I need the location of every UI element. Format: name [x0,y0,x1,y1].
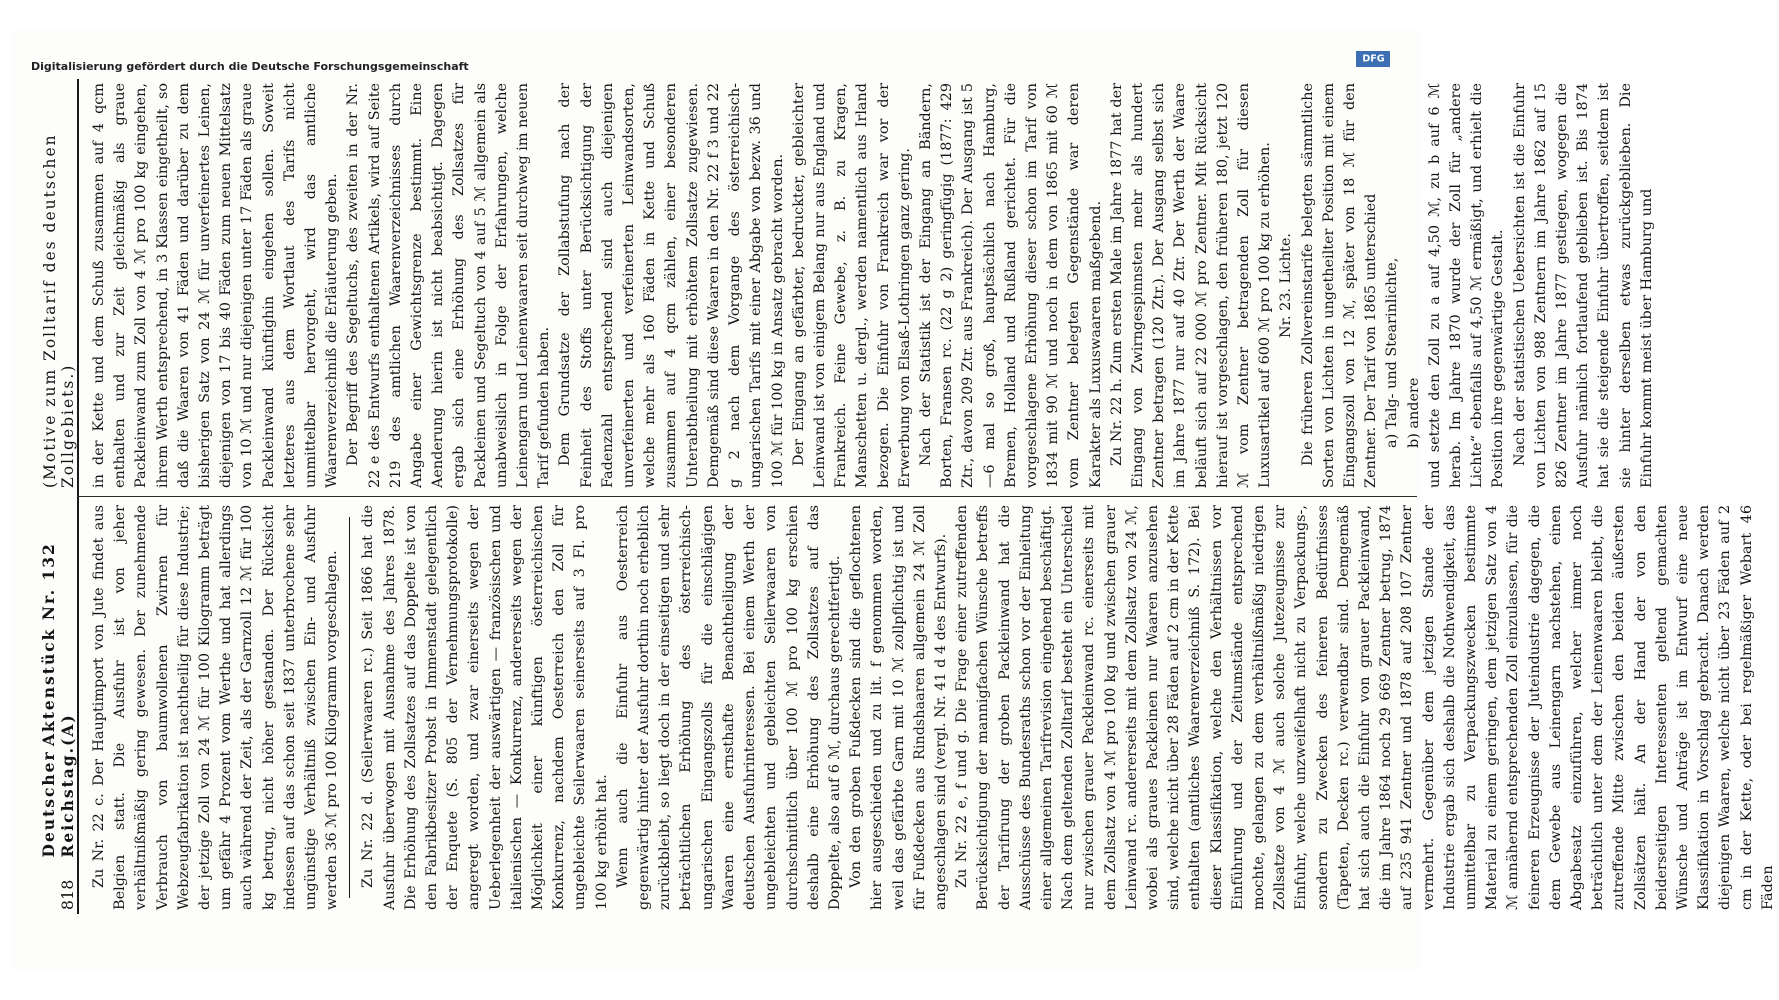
paragraph-leinwand-eingang: Der Eingang an gefärbter, bedruckter, gebleichter Leinwand ist von einigem Belang nur aus England und Frankreich. Feine Gewebe, z. B. zu Kragen, Manschetten u. dergl., werden namentlich aus Irland bezogen. Die Einfuhr von Frankreich war vor der Erwerbung von Elsaß-Lothringen ganz gering. [790,83,913,488]
running-title: (Motive zum Zolltarif des deutschen Zollgebiets.) [41,133,77,488]
paragraph-einfuhr-lichte: Nach der statistischen Uebersichten ist die Einfuhr von Lichten von 988 Zentnern im Jahre 1862 auf 15 826 Zentner im Jahre 1877 gestiegen, wogegen die Ausfuhr nämlich fortlaufend geblieben ist. Bis 1874 hat sie die steigende Einfuhr übertroffen, seitdem ist sie hinter derselben etwas zurückgeblieben. Die Einfuhr kommt meist über Hamburg und [1511,83,1655,488]
scanned-page [11,30,1776,970]
paragraph-22h: Zu Nr. 22 h. Zum ersten Male im Jahre 1877 hat der Eingang von Zwirngespinnsten mehr als hundert Zentner betragen (120 Ztr.). Der Ausgang selbst sich im Jahre 1877 nur auf 40 Ztr. Der Werth der Waare beläuft sich auf 22 000 ℳ pro Zentner. Mit Rücksicht hierauf ist vorgeschlagen, den früheren 180, jetzt 120 ℳ vom Zentner betragenden Zoll für diesen Luxusartikel auf 600 ℳ pro 100 kg zu erhöhen. [1108,83,1274,488]
section-rule [349,517,350,898]
paragraph-22d-continued: Wenn auch die Einfuhr aus Oesterreich gegenwärtig hinter der Ausfuhr dorthin noch erheblich zurückbleibt, so liegt doch in der einseitigen und sehr beträchtlichen Erhöhung des österreichisch-ungarischen Eingangszolls für die einschlägigen Waaren eine ernsthafte Benachtheiligung der deutschen Ausfuhrinteressen. Bei einem Werth der ungebleichten und gebleichten Seilerwaaren von durchschnittlich über 100 ℳ pro 100 kg erschien deshalb eine Erhöhung des Zollsatzes auf das Doppelte, also auf 6 ℳ, durchaus gerechtfertigt. [614,505,843,910]
paragraph-22d: Zu Nr. 22 d. (Seilerwaaren rc.) Seit 1866 hat die Ausfuhr überwogen mit Ausnahme des Jahres 1878. Die Erhöhung des Zollsatzes auf das Doppelte ist von den Fabrikbesitzer Probst in Immenstadt gelegentlich der Enquete (S. 805 der Vernehmungsprotokolle) angeregt worden, und zwar einerseits wegen der Ueberlegenheit der auswärtigen — französischen und italienischen — Konkurrenz, andererseits wegen der Möglichkeit einer künftigen österreichischen Konkurrenz, nachdem Oesterreich den Zoll für ungebleichte Seilerwaaren seinerseits auf 3 Fl. pro 100 kg erhöht hat. [360,505,610,910]
list-item-a: a) Talg- und Stearinlichte, [1384,257,1401,448]
paragraph-continuation: in der Kette und dem Schuß zusammen auf 4 qcm enthalten und zur Zeit gleichmäßig als graue Packleinwand zum Zoll von 4 ℳ pro 100 kg eingehen, ihrem Werth entsprechend, in 3 Klassen eingetheilt, so daß die Waaren von 41 Fäden und darüber zu dem bisherigen Satz von 24 ℳ für unverfeinertes Leinen, diejenigen von 17 bis 40 Fäden zum neuen Mittelsatz von 10 ℳ und nur diejenigen unter 17 Fäden als graue Packleinwand künftighin eingehen sollen. Soweit letzteres aus dem Wortlaut des Tarifs nicht unmittelbar hervorgeht, wird das amtliche Waarenverzeichniß die Erläuterung geben. [91,83,341,488]
paragraph-zollsatz: und setzte den Zoll zu a auf 4,50 ℳ, zu b auf 6 ℳ herab. Im Jahre 1870 wurde der Zoll für „andere Lichte“ ebenfalls auf 4,50 ℳ ermäßigt, und erhielt die Position ihre gegenwärtige Gestalt. [1426,83,1507,488]
dfg-logo: DFG [1356,51,1390,67]
paragraph-fadenzahl: Dem Grundsatze der Zollabstufung nach der Feinheit des Stoffs unter Berücksichtigung der Fadenzahl entsprechend sind auch diejenigen unverfeinerten und verfeinerten Leinwandsorten, welche mehr als 160 Fäden in Kette und Schuß zusammen auf 4 qcm zählen, einer besonderen Unterabtheilung mit erhöhtem Zollsatze zugewiesen. Demgemäß sind diese Waaren in den Nr. 22 f 3 und 22 g 2 nach dem Vorgange des österreichisch-ungarischen Tarifs mit einer Abgabe von bezw. 36 und 100 ℳ für 100 kg in Ansatz gebracht worden. [557,83,786,488]
section-title-nr23: Nr. 23. Lichte. [1278,233,1295,338]
publication-title: Deutscher Reichstag. [39,745,77,858]
column-divider [77,496,1417,497]
page-number: 818 [59,879,77,910]
paragraph-22c: Zu Nr. 22 c. Der Hauptimport von Jute findet aus Belgien statt. Die Ausfuhr ist von jeher verhältnißmäßig gering gewesen. Der zunehmende Verbrauch von baumwollenen Zwirnen für Webzeugfabrikation ist nachtheilig für diese Industrie; der jetzige Zoll von 24 ℳ für 100 Kilogramm beträgt um gefähr 4 Prozent vom Werthe und hat allerdings auch während der Zeit, als der Garnzoll 12 ℳ für 100 kg betrug, nicht höher gestanden. Der Rücksicht indessen auf das schon seit 1837 unterbrochene sehr ungünstige Verhältniß zwischen Ein- und Ausfuhr werden 36 ℳ pro 100 Kilogramm vorgeschlagen. [91,505,341,910]
paragraph-baender: Nach der Statistik ist der Eingang an Bändern, Borten, Fransen rc. (22 g 2) geringfügig (1877: 429 Ztr., davon 209 Ztr. aus Frankreich). Der Ausgang ist 5—6 mal so groß, hauptsächlich nach Hamburg, Bremen, Holland und Rußland gerichtet. Für die vorgeschlagene Erhöhung dieser schon im Tarif von 1834 mit 90 ℳ und noch in dem von 1865 mit 60 ℳ vom Zentner belegten Gegenstände war deren Karakter als Luxuswaaren maßgebend. [917,83,1104,488]
left-column [89,505,1776,910]
paragraph-22efg: Zu Nr. 22 e, f und g. Die Frage einer zutreffenden Berücksichtigung der mannigfachen Wünsche betreffs der Tarifirung der groben Packleinwand hat die Ausschüsse des Bundesraths schon vor der Einleitung einer allgemeinen Tarifrevision eingehend beschäftigt. Nach dem geltenden Zolltarif besteht ein Unterschied nur zwischen grauer Packleinwand rc. einerseits mit dem Zollsatz von 4 ℳ pro 100 kg und zwischen grauer Leinwand rc. andererseits mit dem Zollsatz von 24 ℳ, wobei als graues Packleinen nur Waaren anzusehen sind, welche nicht über 28 Fäden auf 2 cm in der Kette enthalten (amtliches Waarenverzeichniß S. 172). Bei dieser Klassifikation, welche den Verhältnissen vor Einführung und der Zeitumstände entsprechend mochte, gelangen zu dem verhältnißmäßig niedrigen Zollsatze von 4 ℳ auch solche Jutezeugnisse zur Einfuhr, welche unzweifelhaft nicht zu Verpackungs-, sondern zu Zwecken des feineren Bedürfnisses (Tapeten, Decken rc.) verwendbar sind. Demgemäß hat sich auch die Einfuhr von grauer Packleinwand, die im Jahre 1864 noch 29 669 Zentner betrug, 1874 auf 235 941 Zentner und 1878 auf 208 107 Zentner vermehrt. Gegenüber dem jetzigen Stande der Industrie ergab sich deshalb die Nothwendigkeit, das unmittelbar zu Verpackungszwecken bestimmte Material zu einem geringen, dem jetzigen Satz von 4 ℳ annähernd entsprechenden Zoll einzulassen, für die feineren Erzeugnisse der Juteindustrie dagegen, die dem Gewebe aus Leinengarn nachstehen, einen Abgabesatz einzuführen, welcher immer noch beträchtlich unter dem der Leinenwaaren bleibt, die zutreffende Mitte zwischen den beiden äußersten Zollsätzen hält. An der Hand der von den beiderseitigen Interessenten geltend gemachten Wünsche und Anträge ist im Entwurf eine neue Klassifikation in Vorschlag gebracht. Danach werden diejenigen Waaren, welche nicht über 23 Fäden auf 2 cm in der Kette, oder bei regelmäßiger Webart 46 Fäden [954,505,1776,910]
paragraph-lichte: Die früheren Zollvereinstarife belegten sämmtliche Sorten von Lichten in ungetheilter Position mit einem Eingangszoll von 12 ℳ, später von 18 ℳ für den Zentner. Der Tarif von 1865 unterschied [1299,83,1380,488]
paragraph-fussdecken: Von den groben Fußdecken sind die geflochtenen hier ausgeschieden und zu lit. f genommen worden, weil das gefärbte Garn mit 10 ℳ zollpflichtig ist und für Fußdecken aus Rindshaaren allgemein 24 ℳ Zoll angeschlagen sind (vergl. Nr. 41 d 4 des Entwurfs). [848,505,949,910]
page-header-left [31,505,77,910]
right-column [89,83,1655,488]
document-reference: Aktenstück Nr. 132 (A) [39,542,77,746]
page-header-right [31,83,77,488]
paragraph-segeltuch: Der Begriff des Segeltuchs, des zweiten in der Nr. 22 e des Entwurfs enthaltenen Artikels, wird auf Seite 219 des amtlichen Waarenverzeichnisses durch Angabe einer Gewichtsgrenze bestimmt. Eine Aenderung hierin ist nicht beabsichtigt. Dagegen ergab sich eine Erhöhung des Zollsatzes für Packleinen und Segeltuch von 4 auf 5 ℳ allgemein als unabweislich in Folge der Erfahrungen, welche Leinengarn und Leinenwaaren seit durchweg im neuen Tarif gefunden haben. [345,83,553,488]
list-item-b: b) andere [1405,377,1422,448]
credit-text: Digitalisierung gefördert durch die Deutsche Forschungsgemeinschaft [31,60,469,73]
